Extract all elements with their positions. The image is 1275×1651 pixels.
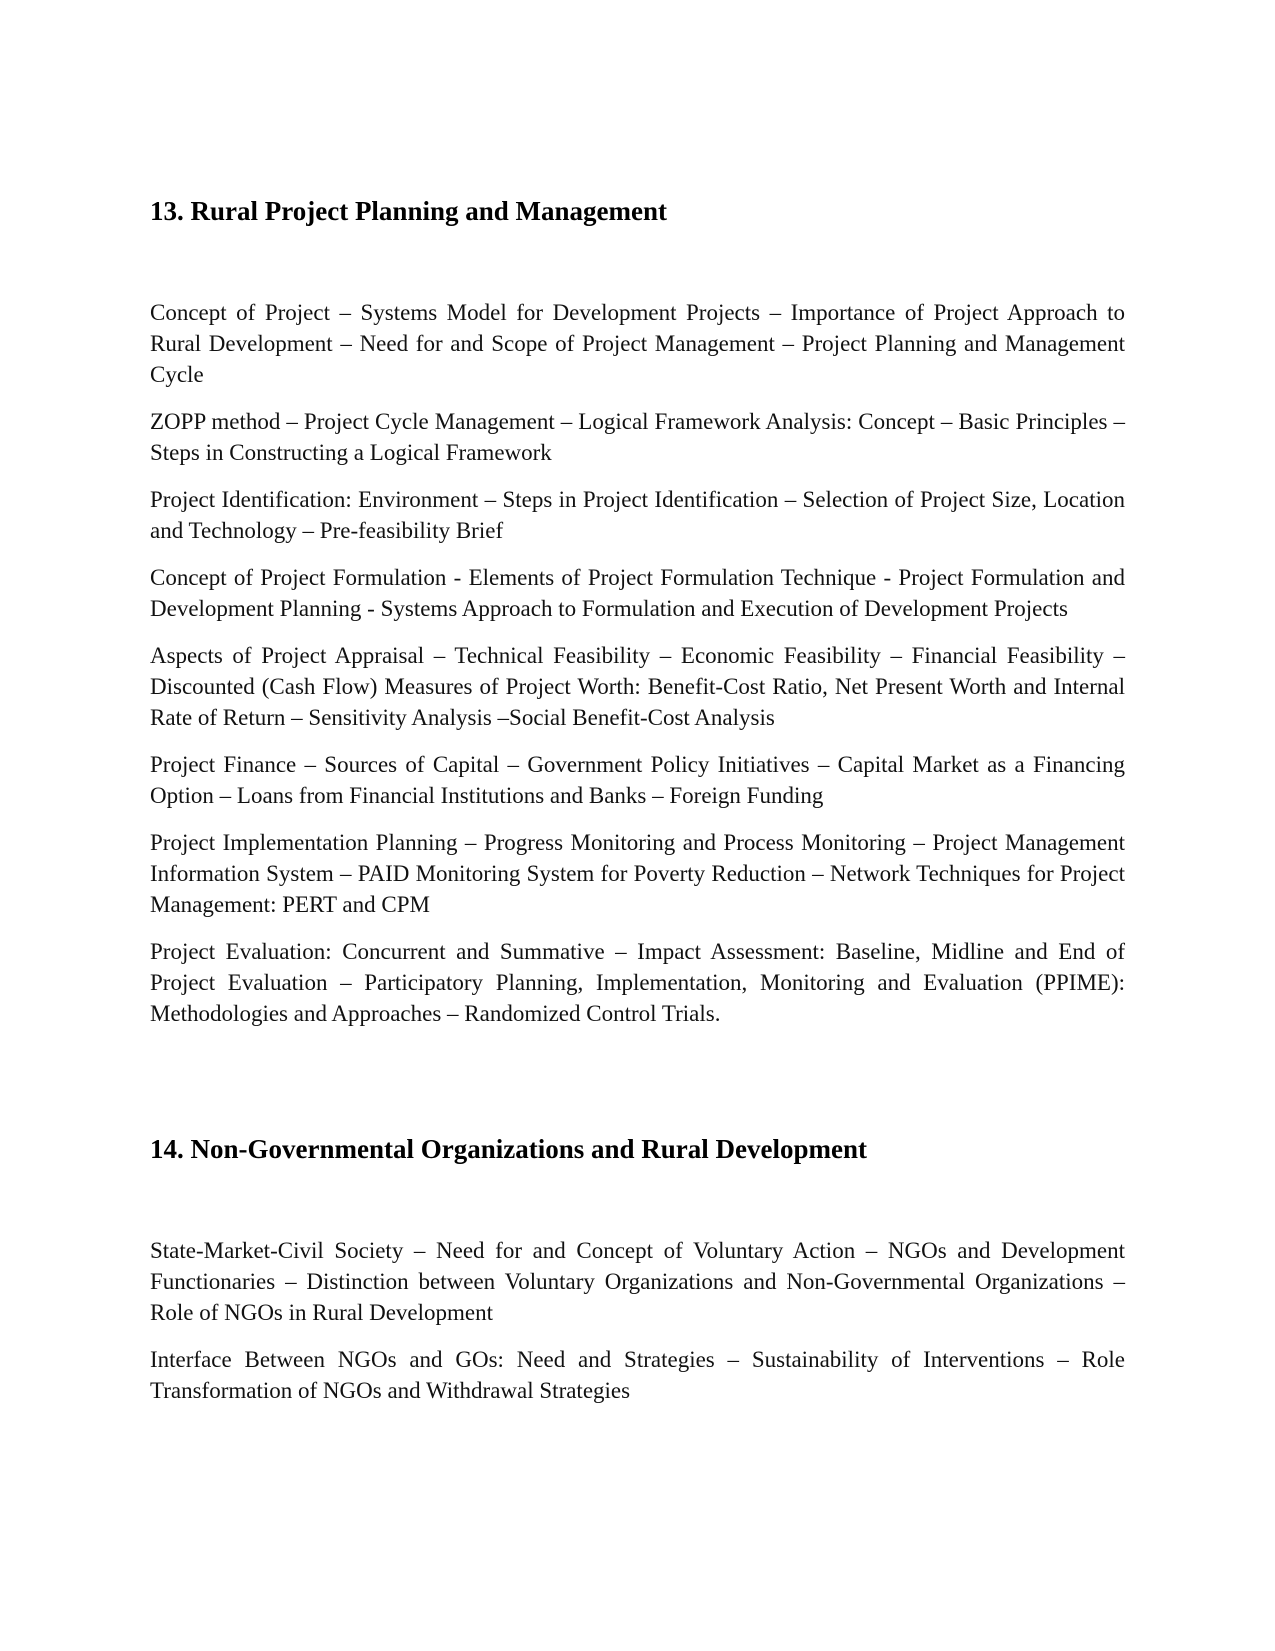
paragraph: Project Finance – Sources of Capital – Government Policy Initiatives – Capital Market as a Financing Option – Loans from Financial Institutions and Banks – Foreign Funding: [150, 752, 1125, 808]
paragraph: Concept of Project – Systems Model for Development Projects – Importance of Project Approach to Rural Development – Need for and Scope of Project Management – Project Planning and Management Cycle: [150, 300, 1125, 387]
section-ngos-rural-development: [150, 1133, 1125, 1422]
section-heading: 14. Non-Governmental Organizations and Rural Development: [150, 1134, 867, 1164]
section-heading: 13. Rural Project Planning and Management: [150, 196, 667, 226]
paragraph: State-Market-Civil Society – Need for and Concept of Voluntary Action – NGOs and Development Functionaries – Distinction between Voluntary Organizations and Non-Governmental Organizations – Role of NGOs in Rural Development: [150, 1238, 1125, 1325]
paragraph: Project Evaluation: Concurrent and Summative – Impact Assessment: Baseline, Midline and End of Project Evaluation – Participatory Planning, Implementation, Monitoring and Evaluation (PPIME): Methodologies and Approaches – Randomized Control Trials.: [150, 939, 1125, 1026]
section-rural-project-planning: [150, 195, 1125, 1045]
paragraph: ZOPP method – Project Cycle Management – Logical Framework Analysis: Concept – Basic Principles – Steps in Constructing a Logical Framework: [150, 409, 1125, 465]
section-body: [150, 297, 1125, 1029]
paragraph: Aspects of Project Appraisal – Technical Feasibility – Economic Feasibility – Financial Feasibility – Discounted (Cash Flow) Measures of Project Worth: Benefit-Cost Ratio, Net Present Worth and Internal Rate of Return – Sensitivity Analysis –Social Benefit-Cost Analysis: [150, 643, 1125, 730]
paragraph: Concept of Project Formulation - Elements of Project Formulation Technique - Project Formulation and Development Planning - Systems Approach to Formulation and Execution of Development Projects: [150, 565, 1125, 621]
paragraph: Project Identification: Environment – Steps in Project Identification – Selection of Project Size, Location and Technology – Pre-feasibility Brief: [150, 487, 1125, 543]
paragraph: Interface Between NGOs and GOs: Need and Strategies – Sustainability of Interventions – Role Transformation of NGOs and Withdrawal Strategies: [150, 1347, 1125, 1403]
paragraph: Project Implementation Planning – Progress Monitoring and Process Monitoring – Project Management Information System – PAID Monitoring System for Poverty Reduction – Network Techniques for Project Management: PERT and CPM: [150, 830, 1125, 917]
section-body: [150, 1235, 1125, 1406]
